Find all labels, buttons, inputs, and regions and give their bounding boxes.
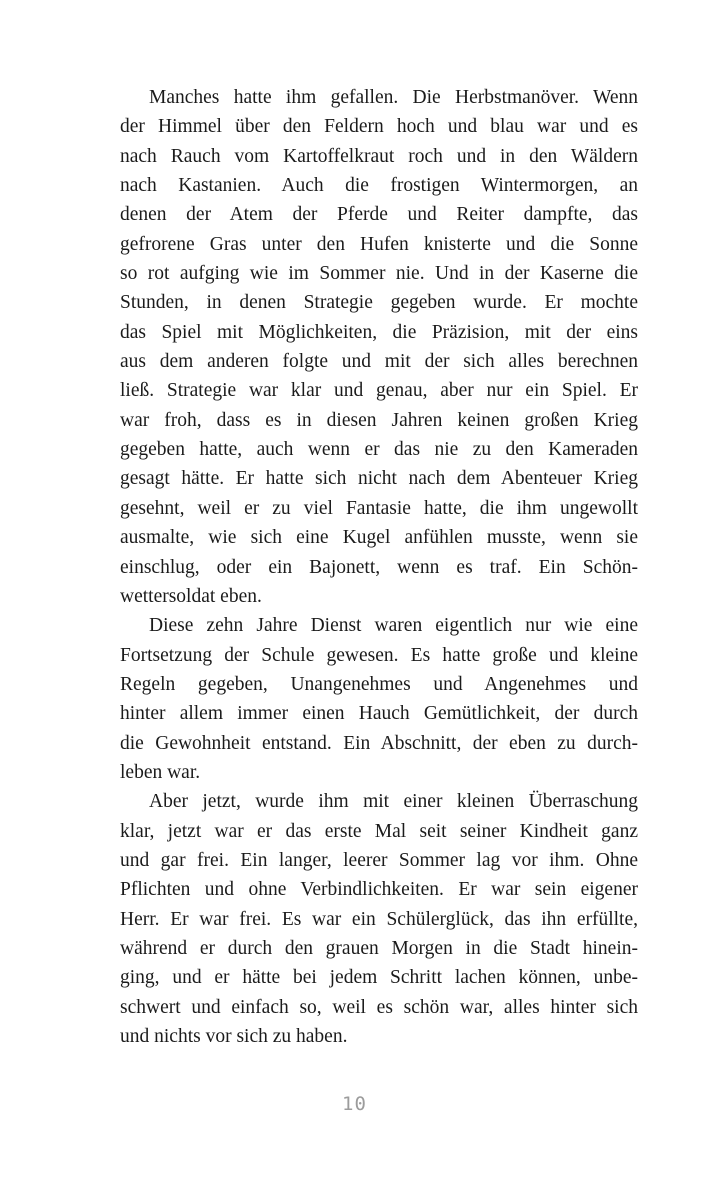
text-line: schwert und einfach so, weil es schön war, alles hinter sich [120,996,638,1018]
text-line: so rot aufging wie im Sommer nie. Und in der Kaserne die [120,263,638,285]
text-line: und nichts vor sich zu haben. [120,1026,348,1047]
text-line: nach Rauch vom Kartoffelkraut roch und in den Wäldern [120,145,638,167]
text-line: denen der Atem der Pferde und Reiter dampfte, das [120,204,638,226]
paragraph [120,787,638,1051]
text-line: Aber jetzt, wurde ihm mit einer kleinen Überraschung [149,791,638,813]
paragraph [120,83,638,611]
page-text [120,83,638,1051]
text-line: aus dem anderen folgte und mit der sich alles berechnen [120,351,638,373]
text-line: Stunden, in denen Strategie gegeben wurde. Er mochte [120,292,638,314]
text-line: gefrorene Gras unter den Hufen knisterte und die Sonne [120,233,638,255]
text-line: Pflichten und ohne Verbindlichkeiten. Er war sein eigener [120,879,638,901]
text-line: gegeben hatte, auch wenn er das nie zu den Kameraden [120,439,638,461]
text-line: und gar frei. Ein langer, leerer Sommer lag vor ihm. Ohne [120,849,638,871]
text-line: Fortsetzung der Schule gewesen. Es hatte große und kleine [120,644,638,666]
text-line: leben war. [120,761,201,783]
text-line: hinter allem immer einen Hauch Gemütlichkeit, der durch [120,703,638,725]
text-line: der Himmel über den Feldern hoch und blau war und es [120,116,638,138]
text-line: Regeln gegeben, Unangenehmes und Angenehmes und [120,673,638,695]
text-line: die Gewohnheit entstand. Ein Abschnitt, der eben zu durch- [120,732,638,754]
text-line: das Spiel mit Möglichkeiten, die Präzision, mit der eins [120,321,638,343]
text-line: klar, jetzt war er das erste Mal seit seiner Kindheit ganz [120,820,638,842]
text-line: wettersoldat eben. [120,585,262,607]
text-line: gesehnt, weil er zu viel Fantasie hatte, die ihm ungewollt [120,497,638,519]
text-line: ausmalte, wie sich eine Kugel anfühlen musste, wenn sie [120,527,638,549]
text-line: Herr. Er war frei. Es war ein Schülerglück, das ihn erfüllte, [120,908,638,930]
text-line: einschlug, oder ein Bajonett, wenn es traf. Ein Schön- [120,556,638,578]
text-line: war froh, dass es in diesen Jahren keinen großen Krieg [120,409,638,431]
text-line: ließ. Strategie war klar und genau, aber nur ein Spiel. Er [120,380,638,402]
text-line: nach Kastanien. Auch die frostigen Wintermorgen, an [120,175,638,197]
page-number: 10 [342,1093,367,1115]
text-line: gesagt hätte. Er hatte sich nicht nach dem Abenteuer Krieg [120,468,638,490]
text-line: ging, und er hätte bei jedem Schritt lachen können, unbe- [120,967,638,989]
text-line: Diese zehn Jahre Dienst waren eigentlich nur wie eine [149,615,638,637]
paragraph [120,611,638,787]
text-line: während er durch den grauen Morgen in die Stadt hinein- [120,937,638,959]
text-line: Manches hatte ihm gefallen. Die Herbstmanöver. Wenn [149,87,638,108]
